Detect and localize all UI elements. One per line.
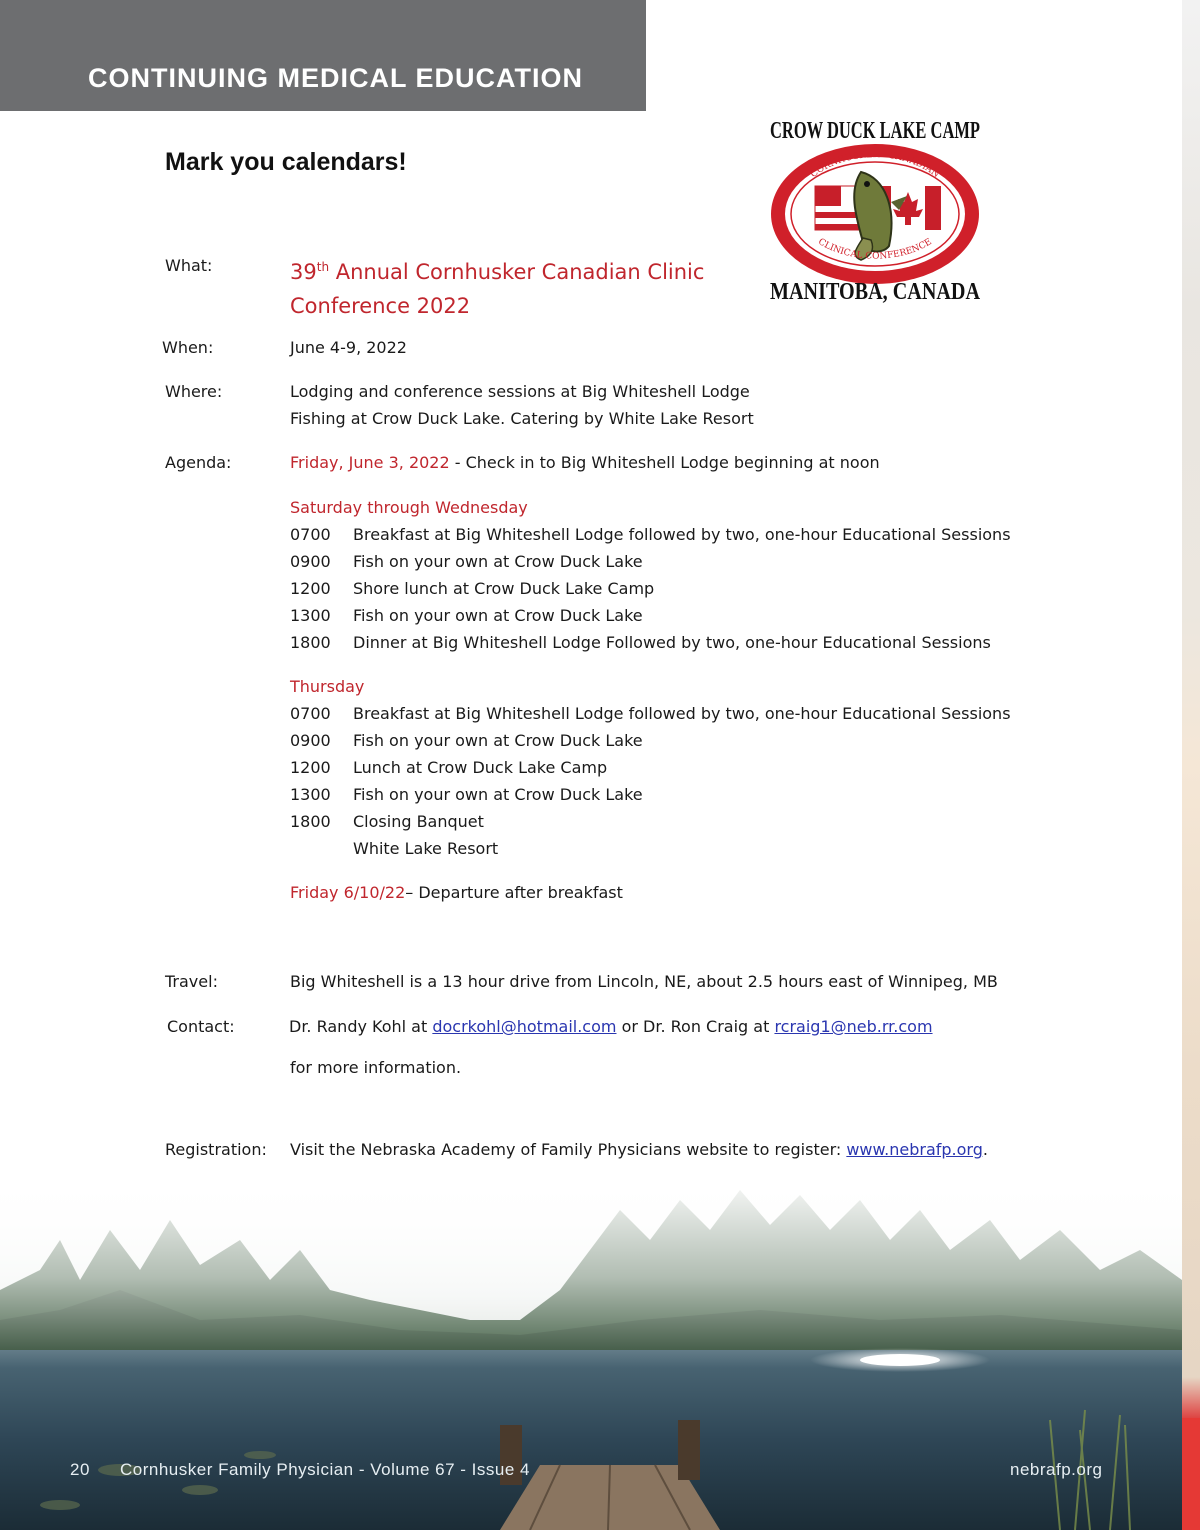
logo-top-text: CROW DUCK LAKE CAMP — [770, 118, 980, 144]
registration-website-link[interactable]: www.nebrafp.org — [846, 1140, 983, 1159]
where-line1: Lodging and conference sessions at Big Whiteshell Lodge — [290, 382, 750, 401]
section-label: CONTINUING MEDICAL EDUCATION — [88, 63, 583, 93]
agenda-item — [290, 579, 654, 598]
registration-suffix: . — [982, 1140, 988, 1159]
contact-line — [289, 1017, 933, 1036]
agenda-item — [290, 606, 643, 625]
agenda-activity: Fish on your own at Crow Duck Lake — [353, 606, 643, 625]
contact-email-kohl-link[interactable]: docrkohl@hotmail.com — [432, 1017, 617, 1036]
agenda-item — [290, 633, 991, 652]
registration-label: Registration: — [165, 1140, 267, 1159]
agenda-activity: Fish on your own at Crow Duck Lake — [353, 785, 643, 804]
agenda-activity: Closing Banquet — [353, 812, 484, 831]
agenda-activity: Breakfast at Big Whiteshell Lodge followed by two, one-hour Educational Sessions — [353, 704, 1011, 723]
agenda-departure-date: Friday 6/10/22 — [290, 883, 406, 902]
event-ordinal: 39 — [290, 260, 317, 284]
event-ordinal-suffix: th — [316, 260, 330, 274]
footer-site: nebrafp.org — [1010, 1460, 1103, 1479]
what-label: What: — [165, 256, 213, 275]
agenda-thursday-heading: Thursday — [290, 677, 365, 696]
agenda-departure-text: – Departure after breakfast — [405, 883, 623, 902]
agenda-activity: Dinner at Big Whiteshell Lodge Followed by two, one-hour Educational Sessions — [353, 633, 991, 652]
agenda-time: 0700 — [290, 704, 331, 723]
agenda-item — [290, 758, 607, 777]
agenda-time: 1800 — [290, 812, 331, 831]
agenda-item — [290, 785, 643, 804]
agenda-time: 0900 — [290, 731, 331, 750]
when-label: When: — [162, 338, 214, 357]
agenda-label: Agenda: — [165, 453, 232, 472]
page-heading: Mark you calendars! — [165, 148, 407, 176]
event-title-line1 — [290, 250, 704, 289]
crow-duck-lake-camp-logo — [765, 104, 985, 306]
registration-text: Visit the Nebraska Academy of Family Physicians website to register: — [290, 1140, 847, 1159]
section-header-band — [0, 0, 646, 111]
travel-label: Travel: — [165, 972, 218, 991]
logo-bottom-text: MANITOBA, CANADA — [770, 279, 981, 305]
agenda-friday-text: - Check in to Big Whiteshell Lodge beginning at noon — [449, 453, 880, 472]
where-line2: Fishing at Crow Duck Lake. Catering by White Lake Resort — [290, 409, 754, 428]
agenda-time: 0700 — [290, 525, 331, 544]
agenda-time: 1300 — [290, 606, 331, 625]
agenda-activity: Fish on your own at Crow Duck Lake — [353, 552, 643, 571]
contact-email-craig-link[interactable]: rcraig1@neb.rr.com — [774, 1017, 933, 1036]
contact-prefix: Dr. Randy Kohl at — [289, 1017, 433, 1036]
agenda-time: 1800 — [290, 633, 331, 652]
agenda-time: 1300 — [290, 785, 331, 804]
agenda-activity: Shore lunch at Crow Duck Lake Camp — [353, 579, 655, 598]
edge-photo-strip — [1182, 0, 1200, 1530]
logo-ring-bottom-text: CLINICAL CONFERENCE — [816, 237, 934, 262]
agenda-activity: White Lake Resort — [353, 839, 499, 858]
agenda-item — [290, 731, 643, 750]
contact-line2: for more information. — [290, 1058, 462, 1077]
red-accent — [1182, 1418, 1200, 1530]
agenda-time: 1200 — [290, 579, 331, 598]
event-title-line2: Conference 2022 — [290, 294, 471, 318]
when-value: June 4-9, 2022 — [290, 338, 407, 357]
agenda-activity: Breakfast at Big Whiteshell Lodge followed by two, one-hour Educational Sessions — [353, 525, 1011, 544]
registration-line — [290, 1140, 988, 1159]
agenda-item — [290, 812, 484, 831]
event-title-text: Annual Cornhusker Canadian Clinic — [329, 260, 705, 284]
event-title — [290, 250, 704, 323]
agenda-time: 1200 — [290, 758, 331, 777]
where-label: Where: — [165, 382, 223, 401]
agenda-departure-line — [290, 883, 623, 902]
agenda-friday-line — [290, 453, 880, 472]
agenda-friday-date: Friday, June 3, 2022 — [290, 453, 450, 472]
footer-publication: Cornhusker Family Physician - Volume 67 - Issue 4 — [120, 1460, 530, 1479]
agenda-activity: Lunch at Crow Duck Lake Camp — [353, 758, 608, 777]
logo-ring-top-text: CORNHUSKER - CANADIAN — [809, 150, 941, 180]
agenda-item — [290, 704, 1011, 723]
travel-value: Big Whiteshell is a 13 hour drive from Lincoln, NE, about 2.5 hours east of Winnipeg, MB — [290, 972, 998, 991]
agenda-item — [290, 552, 643, 571]
agenda-activity: Fish on your own at Crow Duck Lake — [353, 731, 643, 750]
agenda-time: 0900 — [290, 552, 331, 571]
footer-page-number: 20 — [70, 1460, 90, 1479]
agenda-item — [290, 839, 498, 858]
contact-middle: or Dr. Ron Craig at — [616, 1017, 775, 1036]
contact-label: Contact: — [167, 1017, 235, 1036]
agenda-item — [290, 525, 1011, 544]
agenda-sat-wed-heading: Saturday through Wednesday — [290, 498, 528, 517]
